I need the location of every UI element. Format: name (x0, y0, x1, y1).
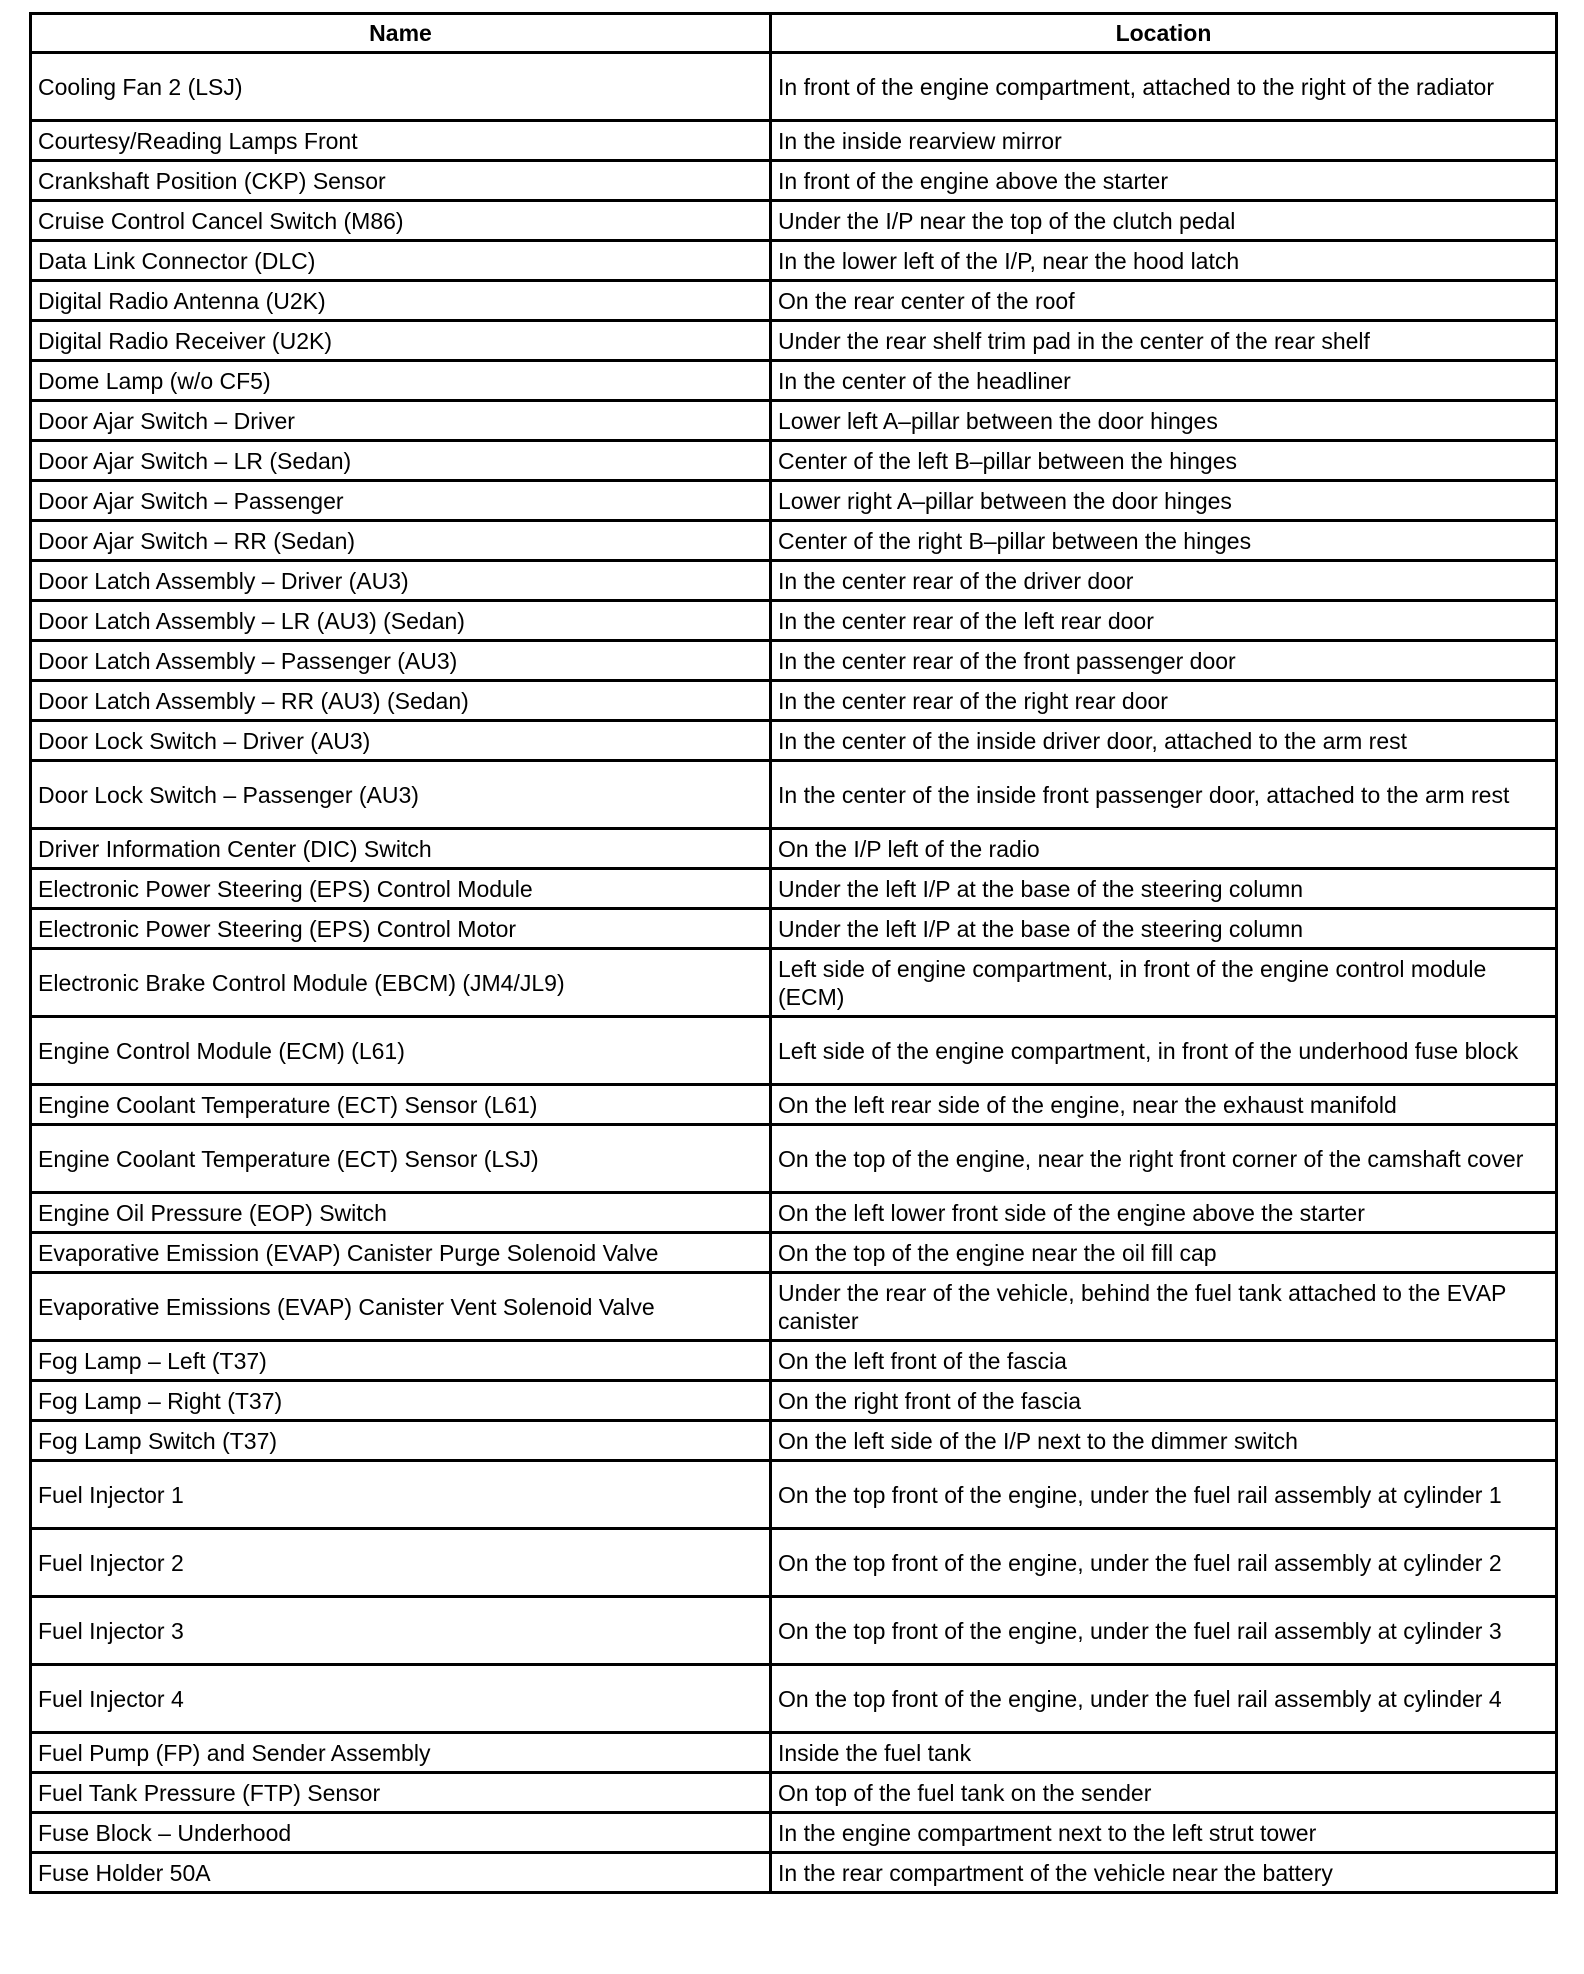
cell-location: On the left rear side of the engine, near the exhaust manifold (771, 1085, 1557, 1125)
table-row (31, 1461, 1557, 1529)
cell-location: Under the left I/P at the base of the steering column (771, 869, 1557, 909)
table-row (31, 1193, 1557, 1233)
cell-location: Left side of engine compartment, in front of the engine control module (ECM) (771, 949, 1557, 1017)
table-row (31, 1421, 1557, 1461)
cell-location: On top of the fuel tank on the sender (771, 1773, 1557, 1813)
table-row (31, 1733, 1557, 1773)
cell-location: In the center rear of the front passenger door (771, 641, 1557, 681)
cell-name: Door Latch Assembly – Passenger (AU3) (31, 641, 771, 681)
table-row (31, 53, 1557, 121)
cell-name: Engine Coolant Temperature (ECT) Sensor (L61) (31, 1085, 771, 1125)
table-row (31, 1341, 1557, 1381)
table-row (31, 241, 1557, 281)
table-row (31, 1273, 1557, 1341)
table-row (31, 1017, 1557, 1085)
cell-location: Under the I/P near the top of the clutch pedal (771, 201, 1557, 241)
table-row (31, 321, 1557, 361)
table-row (31, 869, 1557, 909)
table-row (31, 1813, 1557, 1853)
table-row (31, 521, 1557, 561)
cell-name: Cruise Control Cancel Switch (M86) (31, 201, 771, 241)
cell-name: Door Ajar Switch – RR (Sedan) (31, 521, 771, 561)
cell-location: Inside the fuel tank (771, 1733, 1557, 1773)
table-row (31, 441, 1557, 481)
cell-location: On the left front of the fascia (771, 1341, 1557, 1381)
column-header-location: Location (771, 14, 1557, 53)
cell-location: On the top front of the engine, under the fuel rail assembly at cylinder 2 (771, 1529, 1557, 1597)
cell-name: Fuel Tank Pressure (FTP) Sensor (31, 1773, 771, 1813)
table-row (31, 949, 1557, 1017)
cell-name: Door Latch Assembly – Driver (AU3) (31, 561, 771, 601)
cell-name: Fuse Block – Underhood (31, 1813, 771, 1853)
cell-location: Center of the left B–pillar between the hinges (771, 441, 1557, 481)
cell-name: Evaporative Emission (EVAP) Canister Purge Solenoid Valve (31, 1233, 771, 1273)
cell-location: Lower right A–pillar between the door hinges (771, 481, 1557, 521)
table-row (31, 1597, 1557, 1665)
cell-location: In the inside rearview mirror (771, 121, 1557, 161)
cell-location: In the center rear of the driver door (771, 561, 1557, 601)
cell-name: Fuel Injector 3 (31, 1597, 771, 1665)
table-row (31, 1125, 1557, 1193)
cell-location: Center of the right B–pillar between the hinges (771, 521, 1557, 561)
cell-name: Digital Radio Receiver (U2K) (31, 321, 771, 361)
cell-name: Fuel Injector 2 (31, 1529, 771, 1597)
cell-name: Electronic Power Steering (EPS) Control Motor (31, 909, 771, 949)
table-row (31, 829, 1557, 869)
cell-name: Crankshaft Position (CKP) Sensor (31, 161, 771, 201)
cell-name: Data Link Connector (DLC) (31, 241, 771, 281)
table-row (31, 1233, 1557, 1273)
cell-name: Fog Lamp – Right (T37) (31, 1381, 771, 1421)
cell-name: Electronic Power Steering (EPS) Control Module (31, 869, 771, 909)
table-row (31, 121, 1557, 161)
table-row (31, 561, 1557, 601)
cell-name: Door Latch Assembly – RR (AU3) (Sedan) (31, 681, 771, 721)
cell-location: In the center of the headliner (771, 361, 1557, 401)
table-row (31, 1085, 1557, 1125)
table-header-row (31, 14, 1557, 53)
cell-location: On the left side of the I/P next to the dimmer switch (771, 1421, 1557, 1461)
table-row (31, 761, 1557, 829)
cell-name: Door Ajar Switch – LR (Sedan) (31, 441, 771, 481)
table-row (31, 361, 1557, 401)
cell-name: Fuel Pump (FP) and Sender Assembly (31, 1733, 771, 1773)
cell-name: Cooling Fan 2 (LSJ) (31, 53, 771, 121)
table-row (31, 481, 1557, 521)
cell-location: On the top of the engine near the oil fill cap (771, 1233, 1557, 1273)
table-row (31, 721, 1557, 761)
cell-name: Digital Radio Antenna (U2K) (31, 281, 771, 321)
table-row (31, 281, 1557, 321)
cell-location: On the top of the engine, near the right front corner of the camshaft cover (771, 1125, 1557, 1193)
table-row (31, 681, 1557, 721)
cell-location: Under the rear of the vehicle, behind the fuel tank attached to the EVAP canister (771, 1273, 1557, 1341)
cell-location: In the center rear of the left rear door (771, 601, 1557, 641)
cell-name: Evaporative Emissions (EVAP) Canister Vent Solenoid Valve (31, 1273, 771, 1341)
cell-name: Fuel Injector 4 (31, 1665, 771, 1733)
cell-location: On the top front of the engine, under the fuel rail assembly at cylinder 4 (771, 1665, 1557, 1733)
cell-location: In the center of the inside driver door, attached to the arm rest (771, 721, 1557, 761)
table-body (31, 53, 1557, 1893)
table-row (31, 1381, 1557, 1421)
cell-location: Left side of the engine compartment, in front of the underhood fuse block (771, 1017, 1557, 1085)
cell-location: On the I/P left of the radio (771, 829, 1557, 869)
cell-location: On the top front of the engine, under the fuel rail assembly at cylinder 3 (771, 1597, 1557, 1665)
cell-location: In the rear compartment of the vehicle near the battery (771, 1853, 1557, 1893)
cell-location: On the left lower front side of the engine above the starter (771, 1193, 1557, 1233)
table-row (31, 201, 1557, 241)
cell-location: Lower left A–pillar between the door hinges (771, 401, 1557, 441)
table-row (31, 1665, 1557, 1733)
component-location-sheet (29, 12, 1555, 1894)
cell-name: Fog Lamp Switch (T37) (31, 1421, 771, 1461)
cell-name: Fuel Injector 1 (31, 1461, 771, 1529)
cell-name: Dome Lamp (w/o CF5) (31, 361, 771, 401)
cell-name: Door Ajar Switch – Passenger (31, 481, 771, 521)
cell-location: On the rear center of the roof (771, 281, 1557, 321)
cell-name: Fog Lamp – Left (T37) (31, 1341, 771, 1381)
cell-location: In the engine compartment next to the left strut tower (771, 1813, 1557, 1853)
table-row (31, 1773, 1557, 1813)
cell-name: Electronic Brake Control Module (EBCM) (JM4/JL9) (31, 949, 771, 1017)
cell-location: In the center rear of the right rear door (771, 681, 1557, 721)
cell-name: Engine Control Module (ECM) (L61) (31, 1017, 771, 1085)
table-row (31, 401, 1557, 441)
table-row (31, 601, 1557, 641)
cell-name: Courtesy/Reading Lamps Front (31, 121, 771, 161)
cell-location: Under the rear shelf trim pad in the center of the rear shelf (771, 321, 1557, 361)
component-location-table (29, 12, 1558, 1894)
cell-location: In front of the engine compartment, attached to the right of the radiator (771, 53, 1557, 121)
cell-name: Fuse Holder 50A (31, 1853, 771, 1893)
table-row (31, 641, 1557, 681)
cell-name: Door Lock Switch – Passenger (AU3) (31, 761, 771, 829)
cell-name: Door Lock Switch – Driver (AU3) (31, 721, 771, 761)
cell-location: On the top front of the engine, under the fuel rail assembly at cylinder 1 (771, 1461, 1557, 1529)
cell-name: Engine Oil Pressure (EOP) Switch (31, 1193, 771, 1233)
cell-location: In front of the engine above the starter (771, 161, 1557, 201)
table-row (31, 1853, 1557, 1893)
cell-location: In the center of the inside front passenger door, attached to the arm rest (771, 761, 1557, 829)
cell-location: In the lower left of the I/P, near the hood latch (771, 241, 1557, 281)
table-row (31, 1529, 1557, 1597)
cell-name: Door Latch Assembly – LR (AU3) (Sedan) (31, 601, 771, 641)
table-row (31, 909, 1557, 949)
cell-location: Under the left I/P at the base of the steering column (771, 909, 1557, 949)
cell-location: On the right front of the fascia (771, 1381, 1557, 1421)
cell-name: Engine Coolant Temperature (ECT) Sensor (LSJ) (31, 1125, 771, 1193)
cell-name: Driver Information Center (DIC) Switch (31, 829, 771, 869)
cell-name: Door Ajar Switch – Driver (31, 401, 771, 441)
column-header-name: Name (31, 14, 771, 53)
table-row (31, 161, 1557, 201)
